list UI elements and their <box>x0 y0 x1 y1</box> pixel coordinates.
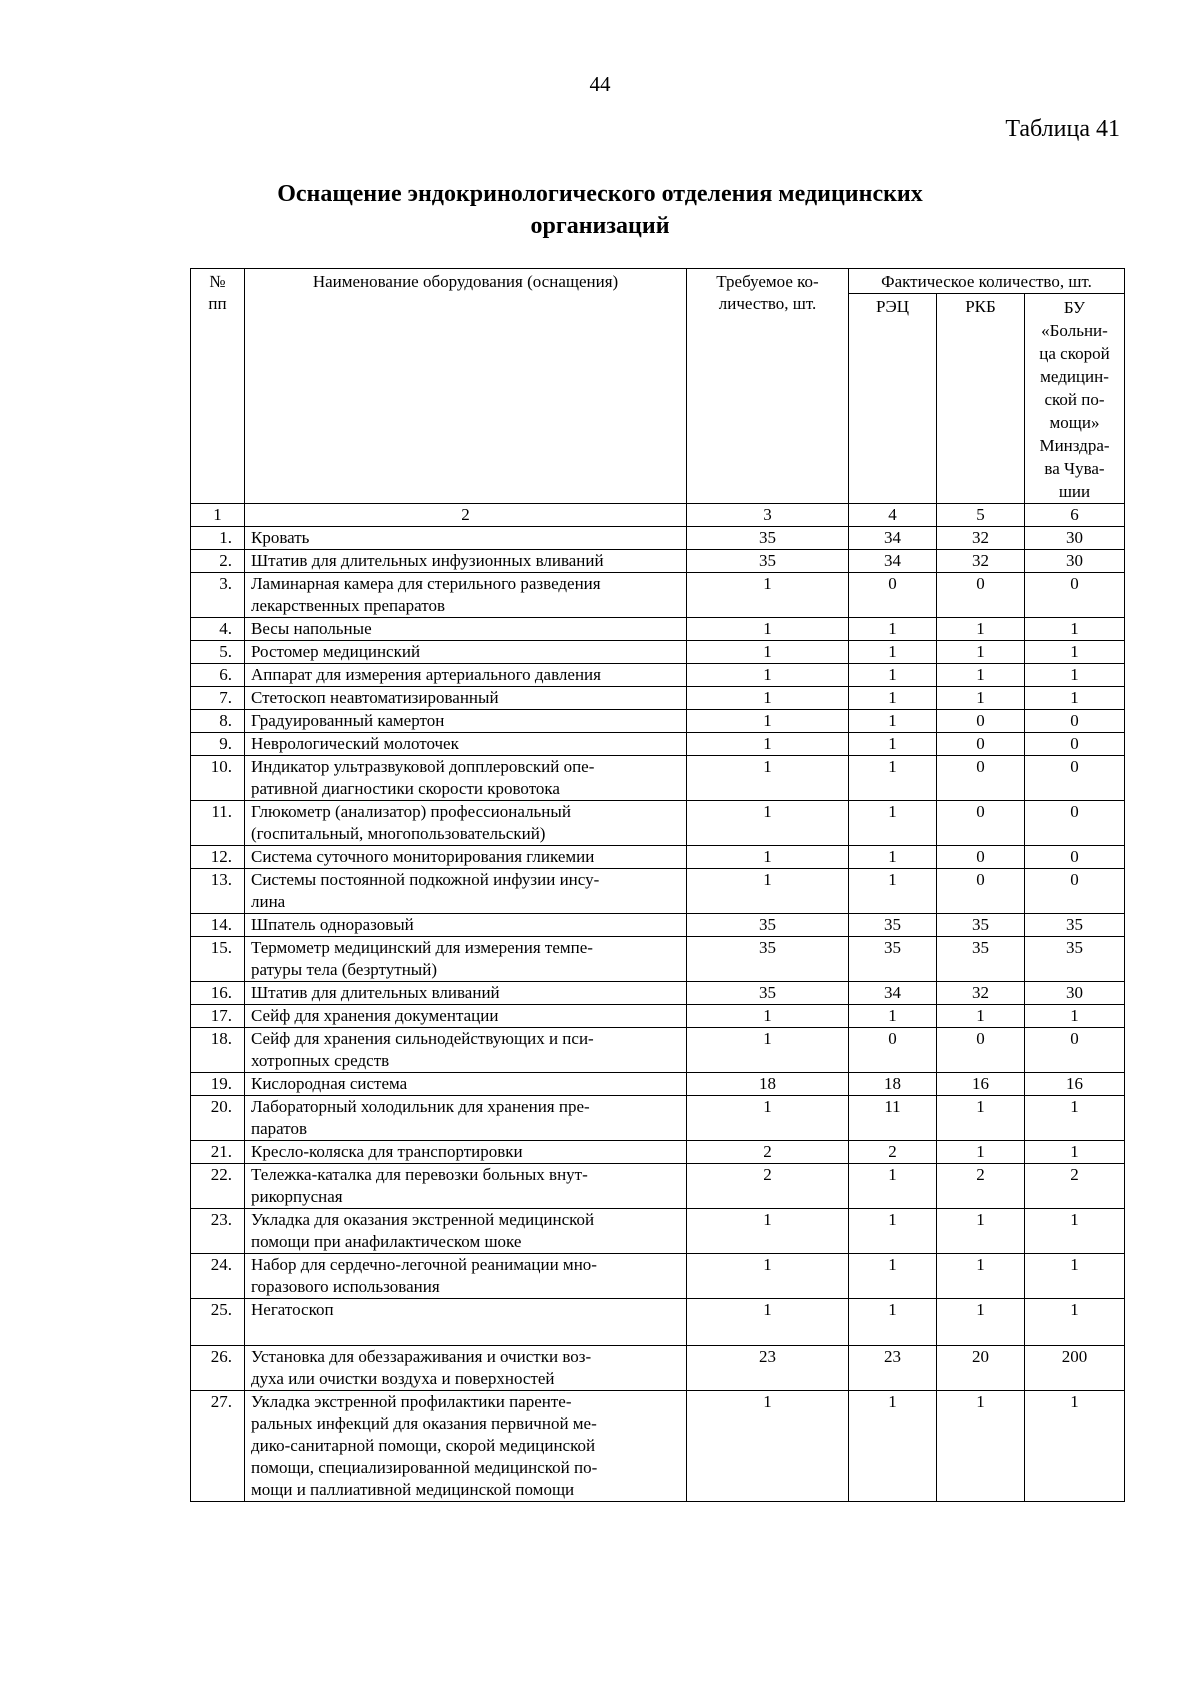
required-qty: 35 <box>687 914 849 937</box>
rec-qty: 1 <box>849 1005 937 1028</box>
header-bu-line: шии <box>1058 482 1091 501</box>
row-number: 6. <box>191 664 245 687</box>
table-label: Таблица 41 <box>1005 116 1120 142</box>
equipment-name-line: Ростомер медицинский <box>251 642 421 661</box>
row-number: 27. <box>191 1391 245 1502</box>
row-number: 13. <box>191 869 245 914</box>
header-bu-line: Минздра- <box>1039 436 1110 455</box>
title-line: организаций <box>530 213 670 239</box>
equipment-name <box>245 869 687 914</box>
header-bu-line: «Больни- <box>1041 321 1108 340</box>
required-qty: 35 <box>687 527 849 550</box>
equipment-name-line: паратов <box>251 1119 307 1138</box>
bu-qty: 1 <box>1025 1005 1125 1028</box>
required-qty: 35 <box>687 937 849 982</box>
rkb-qty: 16 <box>937 1073 1025 1096</box>
bu-qty: 1 <box>1025 1254 1125 1299</box>
equipment-name-line: помощи, специализированной медицинской по- <box>251 1458 598 1477</box>
equipment-name <box>245 914 687 937</box>
table-row <box>191 1254 1125 1299</box>
rkb-qty: 1 <box>937 1096 1025 1141</box>
row-number: 21. <box>191 1141 245 1164</box>
required-qty: 1 <box>687 1028 849 1073</box>
rkb-qty: 0 <box>937 573 1025 618</box>
required-qty: 1 <box>687 1209 849 1254</box>
bu-qty: 1 <box>1025 664 1125 687</box>
rec-qty: 34 <box>849 550 937 573</box>
bu-qty: 1 <box>1025 1299 1125 1346</box>
equipment-name <box>245 1391 687 1502</box>
equipment-name-line: Сейф для хранения документации <box>251 1006 499 1025</box>
equipment-name <box>245 1346 687 1391</box>
table-row <box>191 550 1125 573</box>
required-qty: 1 <box>687 1005 849 1028</box>
rkb-qty: 0 <box>937 710 1025 733</box>
required-qty: 2 <box>687 1164 849 1209</box>
rec-qty: 1 <box>849 664 937 687</box>
row-number: 18. <box>191 1028 245 1073</box>
table-row <box>191 1073 1125 1096</box>
equipment-name-line: Установка для обеззараживания и очистки воз- <box>251 1347 592 1366</box>
equipment-name-line: Укладка для оказания экстренной медицинской <box>251 1210 595 1229</box>
equipment-name-line: Глюкометр (анализатор) профессиональный <box>251 802 571 821</box>
required-qty: 1 <box>687 664 849 687</box>
header-name: Наименование оборудования (оснащения) <box>245 269 687 504</box>
rec-qty: 1 <box>849 1164 937 1209</box>
rkb-qty: 1 <box>937 1005 1025 1028</box>
equipment-name-line: Индикатор ультразвуковой допплеровский опе- <box>251 757 595 776</box>
table-row <box>191 1141 1125 1164</box>
required-qty: 23 <box>687 1346 849 1391</box>
rec-qty: 1 <box>849 1209 937 1254</box>
bu-qty: 2 <box>1025 1164 1125 1209</box>
equipment-name-line: Ламинарная камера для стерильного разведения <box>251 574 601 593</box>
bu-qty: 35 <box>1025 937 1125 982</box>
equipment-name-line: дико-санитарной помощи, скорой медицинской <box>251 1436 596 1455</box>
rec-qty: 1 <box>849 733 937 756</box>
table-row <box>191 733 1125 756</box>
rkb-qty: 2 <box>937 1164 1025 1209</box>
rec-qty: 1 <box>849 801 937 846</box>
equipment-name <box>245 733 687 756</box>
equipment-name-line: Система суточного мониторирования гликемии <box>251 847 595 866</box>
rkb-qty: 32 <box>937 982 1025 1005</box>
equipment-name <box>245 801 687 846</box>
rec-qty: 1 <box>849 756 937 801</box>
rec-qty: 1 <box>849 687 937 710</box>
equipment-name-line: ратуры тела (безртутный) <box>251 960 437 979</box>
rec-qty: 11 <box>849 1096 937 1141</box>
table-row <box>191 846 1125 869</box>
row-number: 10. <box>191 756 245 801</box>
equipment-name-line: горазового использования <box>251 1277 440 1296</box>
document-title <box>150 178 1050 242</box>
equipment-name-line: Весы напольные <box>251 619 372 638</box>
equipment-name-line: Стетоскоп неавтоматизированный <box>251 688 499 707</box>
rec-qty: 1 <box>849 1254 937 1299</box>
header-no: № пп <box>191 269 245 504</box>
rkb-qty: 32 <box>937 527 1025 550</box>
bu-qty: 1 <box>1025 1096 1125 1141</box>
required-qty: 1 <box>687 1254 849 1299</box>
table-row <box>191 641 1125 664</box>
equipment-name-line: духа или очистки воздуха и поверхностей <box>251 1369 555 1388</box>
rec-qty: 1 <box>849 1391 937 1502</box>
table-row <box>191 618 1125 641</box>
header-required: Требуемое ко- личество, шт. <box>687 269 849 504</box>
equipment-name-line: Аппарат для измерения артериального давления <box>251 665 601 684</box>
rkb-qty: 0 <box>937 733 1025 756</box>
row-number: 17. <box>191 1005 245 1028</box>
equipment-name <box>245 1299 687 1346</box>
equipment-name <box>245 1028 687 1073</box>
equipment-name-line: Тележка-каталка для перевозки больных внут- <box>251 1165 588 1184</box>
rkb-qty: 1 <box>937 664 1025 687</box>
table-row <box>191 1028 1125 1073</box>
rkb-qty: 0 <box>937 801 1025 846</box>
table-row <box>191 1346 1125 1391</box>
equipment-name-line: Градуированный камертон <box>251 711 445 730</box>
bu-qty: 1 <box>1025 1209 1125 1254</box>
rec-qty: 35 <box>849 914 937 937</box>
page-number: 44 <box>589 72 611 96</box>
bu-qty: 0 <box>1025 846 1125 869</box>
equipment-name <box>245 1254 687 1299</box>
rec-qty: 1 <box>849 846 937 869</box>
equipment-name-line: мощи и паллиативной медицинской помощи <box>251 1480 575 1499</box>
rkb-qty: 0 <box>937 756 1025 801</box>
rec-qty: 0 <box>849 1028 937 1073</box>
equipment-name <box>245 1164 687 1209</box>
equipment-name-line: Термометр медицинский для измерения темпе- <box>251 938 593 957</box>
header-bu-line: ской по- <box>1044 390 1105 409</box>
row-number: 2. <box>191 550 245 573</box>
table-row <box>191 1096 1125 1141</box>
rec-qty: 35 <box>849 937 937 982</box>
required-qty: 1 <box>687 710 849 733</box>
table-row <box>191 687 1125 710</box>
header-row <box>191 269 1125 294</box>
row-number: 5. <box>191 641 245 664</box>
required-qty: 1 <box>687 733 849 756</box>
header-bu-line: медицин- <box>1040 367 1109 386</box>
rkb-qty: 1 <box>937 687 1025 710</box>
row-number: 4. <box>191 618 245 641</box>
required-qty: 2 <box>687 1141 849 1164</box>
row-number: 25. <box>191 1299 245 1346</box>
equipment-table <box>190 268 1125 1502</box>
bu-qty: 1 <box>1025 618 1125 641</box>
bu-qty: 200 <box>1025 1346 1125 1391</box>
table-row <box>191 1299 1125 1346</box>
bu-qty: 35 <box>1025 914 1125 937</box>
header-rec: РЭЦ <box>849 294 937 504</box>
equipment-name-line: ральных инфекций для оказания первичной ме- <box>251 1414 597 1433</box>
equipment-name <box>245 573 687 618</box>
rkb-qty: 1 <box>937 1299 1025 1346</box>
table-row <box>191 801 1125 846</box>
table-row <box>191 914 1125 937</box>
bu-qty: 1 <box>1025 687 1125 710</box>
equipment-name-line: Кровать <box>251 528 310 547</box>
table-row <box>191 1391 1125 1502</box>
equipment-name-line: лекарственных препаратов <box>251 596 446 615</box>
bu-qty: 1 <box>1025 1391 1125 1502</box>
equipment-name-line: Шпатель одноразовый <box>251 915 414 934</box>
row-number: 19. <box>191 1073 245 1096</box>
required-qty: 1 <box>687 1096 849 1141</box>
rec-qty: 34 <box>849 527 937 550</box>
required-qty: 1 <box>687 687 849 710</box>
required-qty: 35 <box>687 982 849 1005</box>
table-row <box>191 937 1125 982</box>
header-bu-line: БУ <box>1063 298 1086 317</box>
header-bu-line: ца скорой <box>1039 344 1110 363</box>
rkb-qty: 1 <box>937 1141 1025 1164</box>
table-row <box>191 1164 1125 1209</box>
header-bu-line: мощи» <box>1049 413 1100 432</box>
row-number: 16. <box>191 982 245 1005</box>
rec-qty: 1 <box>849 641 937 664</box>
equipment-name-line: Кресло-коляска для транспортировки <box>251 1142 523 1161</box>
rec-qty: 1 <box>849 1299 937 1346</box>
equipment-name-line: Системы постоянной подкожной инфузии инсу- <box>251 870 600 889</box>
equipment-name <box>245 664 687 687</box>
row-number: 14. <box>191 914 245 937</box>
bu-qty: 30 <box>1025 527 1125 550</box>
bu-qty: 0 <box>1025 1028 1125 1073</box>
bu-qty: 16 <box>1025 1073 1125 1096</box>
equipment-name <box>245 982 687 1005</box>
equipment-name <box>245 846 687 869</box>
table-row <box>191 527 1125 550</box>
bu-qty: 1 <box>1025 1141 1125 1164</box>
row-number: 11. <box>191 801 245 846</box>
row-number: 7. <box>191 687 245 710</box>
equipment-name <box>245 1005 687 1028</box>
required-qty: 35 <box>687 550 849 573</box>
rkb-qty: 0 <box>937 846 1025 869</box>
required-qty: 1 <box>687 618 849 641</box>
row-number: 8. <box>191 710 245 733</box>
column-number: 4 <box>849 504 937 527</box>
equipment-name-line: Укладка экстренной профилактики паренте- <box>251 1392 572 1411</box>
bu-qty: 0 <box>1025 573 1125 618</box>
rkb-qty: 1 <box>937 618 1025 641</box>
equipment-name-line: помощи при анафилактическом шоке <box>251 1232 522 1251</box>
table-row <box>191 664 1125 687</box>
equipment-name-line: лина <box>251 892 286 911</box>
row-number: 24. <box>191 1254 245 1299</box>
equipment-name-line: рикорпусная <box>251 1187 343 1206</box>
header-rkb: РКБ <box>937 294 1025 504</box>
equipment-name-line: Лабораторный холодильник для хранения пре- <box>251 1097 590 1116</box>
rec-qty: 2 <box>849 1141 937 1164</box>
equipment-name-line: Сейф для хранения сильнодействующих и пси- <box>251 1029 594 1048</box>
rkb-qty: 1 <box>937 1209 1025 1254</box>
row-number: 9. <box>191 733 245 756</box>
table-row <box>191 573 1125 618</box>
rkb-qty: 1 <box>937 1254 1025 1299</box>
required-qty: 18 <box>687 1073 849 1096</box>
rec-qty: 1 <box>849 869 937 914</box>
row-number: 3. <box>191 573 245 618</box>
equipment-name-line: Кислородная система <box>251 1074 408 1093</box>
row-number: 12. <box>191 846 245 869</box>
rec-qty: 18 <box>849 1073 937 1096</box>
equipment-name <box>245 937 687 982</box>
bu-qty: 0 <box>1025 756 1125 801</box>
rkb-qty: 35 <box>937 914 1025 937</box>
bu-qty: 30 <box>1025 982 1125 1005</box>
rec-qty: 0 <box>849 573 937 618</box>
title-line: Оснащение эндокринологического отделения медицинских <box>277 181 923 207</box>
required-qty: 1 <box>687 641 849 664</box>
table-row <box>191 1209 1125 1254</box>
equipment-name <box>245 687 687 710</box>
equipment-name <box>245 1096 687 1141</box>
equipment-name <box>245 1209 687 1254</box>
column-number: 6 <box>1025 504 1125 527</box>
equipment-name-line: Штатив для длительных вливаний <box>251 983 500 1002</box>
row-number: 26. <box>191 1346 245 1391</box>
equipment-name-line: Неврологический молоточек <box>251 734 459 753</box>
equipment-name-line: (госпитальный, многопользовательский) <box>251 824 546 843</box>
equipment-name-line: Штатив для длительных инфузионных вливаний <box>251 551 604 570</box>
equipment-name <box>245 1141 687 1164</box>
equipment-name <box>245 1073 687 1096</box>
header-bu <box>1025 294 1125 504</box>
rec-qty: 1 <box>849 618 937 641</box>
table-row <box>191 1005 1125 1028</box>
rkb-qty: 1 <box>937 1391 1025 1502</box>
row-number: 22. <box>191 1164 245 1209</box>
required-qty: 1 <box>687 573 849 618</box>
column-number: 5 <box>937 504 1025 527</box>
rec-qty: 23 <box>849 1346 937 1391</box>
equipment-name-line: ративной диагностики скорости кровотока <box>251 779 560 798</box>
column-number-row <box>191 504 1125 527</box>
table-row <box>191 756 1125 801</box>
rkb-qty: 0 <box>937 1028 1025 1073</box>
column-number: 3 <box>687 504 849 527</box>
row-number: 1. <box>191 527 245 550</box>
header-actual: Фактическое количество, шт. <box>849 269 1125 294</box>
row-number: 20. <box>191 1096 245 1141</box>
equipment-name <box>245 710 687 733</box>
equipment-name-line: хотропных средств <box>251 1051 390 1070</box>
rkb-qty: 20 <box>937 1346 1025 1391</box>
bu-qty: 0 <box>1025 710 1125 733</box>
equipment-name <box>245 641 687 664</box>
equipment-name <box>245 756 687 801</box>
bu-qty: 1 <box>1025 641 1125 664</box>
required-qty: 1 <box>687 1391 849 1502</box>
table-row <box>191 982 1125 1005</box>
table-row <box>191 710 1125 733</box>
required-qty: 1 <box>687 801 849 846</box>
rkb-qty: 1 <box>937 641 1025 664</box>
rkb-qty: 35 <box>937 937 1025 982</box>
column-number: 2 <box>245 504 687 527</box>
required-qty: 1 <box>687 1299 849 1346</box>
equipment-name-line: Негатоскоп <box>251 1300 334 1319</box>
row-number: 23. <box>191 1209 245 1254</box>
rec-qty: 1 <box>849 710 937 733</box>
equipment-name <box>245 618 687 641</box>
header-bu-line: ва Чува- <box>1044 459 1105 478</box>
table-row <box>191 869 1125 914</box>
bu-qty: 0 <box>1025 869 1125 914</box>
equipment-name-line: Набор для сердечно-легочной реанимации мно- <box>251 1255 597 1274</box>
row-number: 15. <box>191 937 245 982</box>
rkb-qty: 32 <box>937 550 1025 573</box>
bu-qty: 0 <box>1025 733 1125 756</box>
column-number: 1 <box>191 504 245 527</box>
required-qty: 1 <box>687 869 849 914</box>
bu-qty: 30 <box>1025 550 1125 573</box>
rkb-qty: 0 <box>937 869 1025 914</box>
rec-qty: 34 <box>849 982 937 1005</box>
required-qty: 1 <box>687 756 849 801</box>
bu-qty: 0 <box>1025 801 1125 846</box>
equipment-name <box>245 527 687 550</box>
required-qty: 1 <box>687 846 849 869</box>
equipment-name <box>245 550 687 573</box>
